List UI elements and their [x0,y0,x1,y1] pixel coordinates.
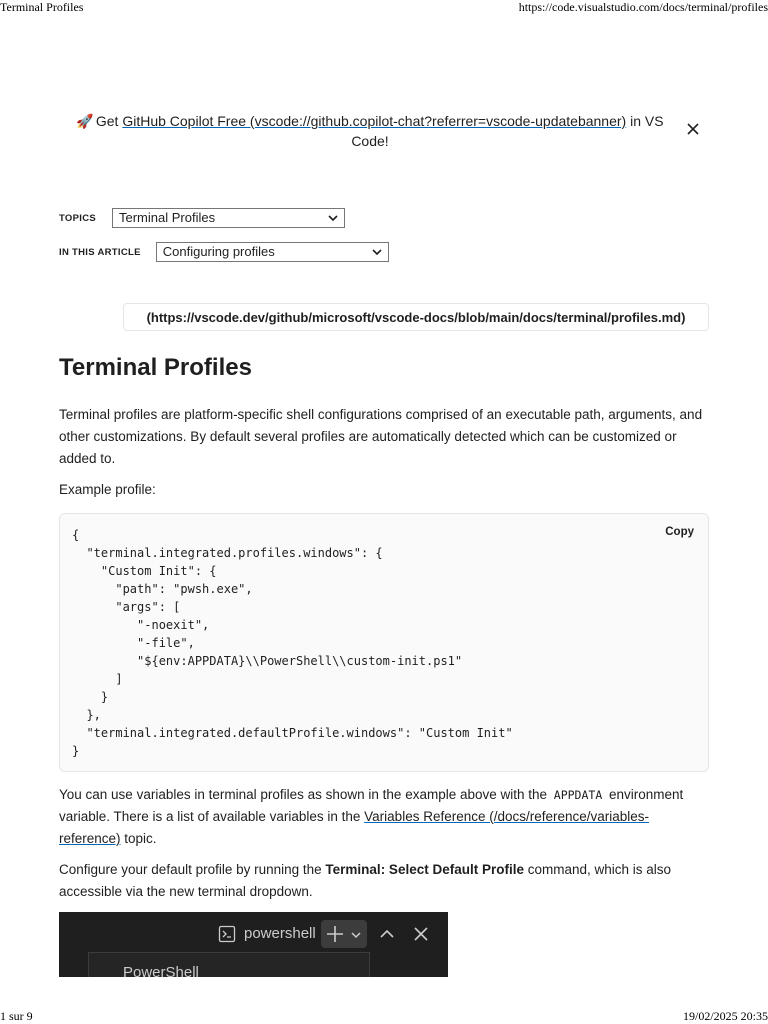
plus-icon [325,924,345,944]
para4-after: command, which is also accessible via the new terminal dropdown. [59,862,672,899]
print-page-number: 1 sur 9 [0,1009,33,1023]
terminal-icon [218,925,236,943]
print-header-title: Terminal Profiles [0,0,84,14]
para3-middle: environment variable. There is a list of available variables in the [59,787,684,824]
topics-select[interactable] [112,208,345,228]
copilot-banner [75,111,665,151]
page-title: Terminal Profiles [59,354,252,381]
close-icon[interactable] [684,120,702,138]
in-this-article-select[interactable] [156,242,389,262]
variables-reference-link[interactable]: Variables Reference (/docs/reference/variables-reference) [59,809,650,846]
banner-copilot-link[interactable]: GitHub Copilot Free (vscode://github.copilot-chat?referrer=vscode-updatebanner) [122,113,627,129]
example-profile-label: Example profile: [59,482,156,497]
code-content: { "terminal.integrated.profiles.windows": { "Custom Init": { "path": "pwsh.exe", "args": [ "-noexit", "-file", "${env:APPDATA}\\PowerShell\\custom-init.ps1" ] } }, "terminal.integrated.defaultProfile.windows": "Custom Init" } [72,528,513,758]
chevron-down-icon [372,248,382,256]
para3-after: topic. [120,831,157,846]
code-block [59,513,709,772]
topics-selected-value: Terminal Profiles [119,210,216,225]
banner-suffix: in VS Code! [351,113,664,149]
appdata-code: APPDATA [553,788,603,802]
rocket-icon: 🚀 [76,113,94,129]
in-this-article-label: IN THIS ARTICLE [59,246,141,258]
article-selector-row [59,242,389,262]
terminal-dropdown-screenshot [59,912,448,977]
terminal-tab-label: powershell [244,925,316,942]
dropdown-item-powershell: PowerShell [123,964,199,977]
para3-before: You can use variables in terminal profiles as shown in the example above with the [59,787,551,802]
banner-prefix: Get [95,113,123,129]
article-selected-value: Configuring profiles [162,244,275,259]
para4-before: Configure your default profile by running the [59,862,326,877]
topics-label: TOPICS [59,212,96,224]
variables-paragraph [59,784,709,850]
topics-selector-row [59,208,345,228]
close-icon [413,926,429,942]
chevron-down-icon [328,214,338,222]
chevron-up-icon [379,927,395,941]
intro-paragraph: Terminal profiles are platform-specific shell configurations comprised of an executable path, arguments, and other customizations. By default several profiles are automatically detected which can be customized or added to. [59,407,703,466]
select-default-profile-command: Terminal: Select Default Profile [325,862,524,877]
copy-button[interactable]: Copy [665,526,694,538]
print-header-url: https://code.visualstudio.com/docs/terminal/profiles [518,0,768,14]
print-datetime: 19/02/2025 20:35 [682,1009,768,1023]
edit-on-vscode-dev-link[interactable]: (https://vscode.dev/github/microsoft/vscode-docs/blob/main/docs/terminal/profiles.md) [123,303,709,331]
chevron-down-icon [350,930,362,940]
default-profile-paragraph [59,859,709,903]
